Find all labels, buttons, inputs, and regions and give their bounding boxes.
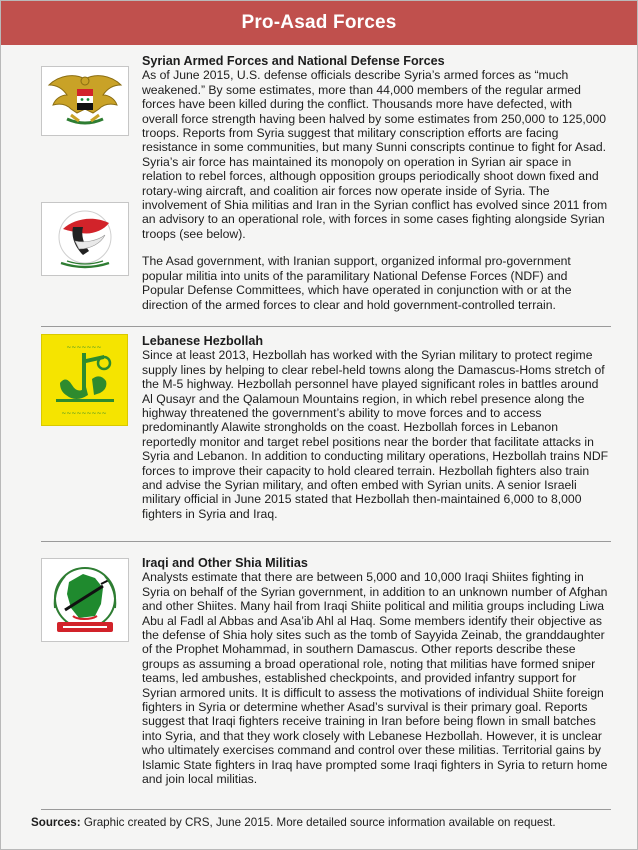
section-hezbollah [41, 334, 611, 534]
svg-text:~~~~~~~: ~~~~~~~ [66, 344, 102, 351]
section-paragraph: As of June 2015, U.S. defense officials describe Syria’s armed forces as “much weakened.” By some estimates, more than 44,000 members of the regular armed forces have been killed during the conflict. Thousands more have defected, with overall force strength having been halved by some estimates from 250,000 to 125,000 troops. Reports from Syria suggest that military conscription efforts are facing resistance in some communities, but many Sunni conscripts continue to fight for Asad. Syria’s air force has maintained its monopoly on operation in Syrian air space in relation to rebel forces, although opposition groups periodically shoot down fixed and rotary-wing aircraft, and coalition air forces now operate inside of Syria. The involvement of Shia militias and Iran in the Syrian conflict has evolved since 2011 from an advisory to an operational role, with forces in some cases fighting alongside Syrian troops (see below). [142, 68, 608, 241]
svg-text:~~~~~~~~~: ~~~~~~~~~ [61, 410, 107, 417]
ndf-emblem-icon [45, 205, 125, 273]
section-paragraph: Analysts estimate that there are between 5,000 and 10,000 Iraqi Shiites fighting in Syria on behalf of the Syrian government, in addition to an unknown number of Afghan and other Shiites. Many hail from Iraqi Shiite political and militia groups including Liwa Abu al Fadl al Abbas and Asa’ib Ahl al Haq. Some members identify their objective as the defense of Shia holy sites such as the tomb of Sayyida Zeinab, the granddaughter of the Prophet Mohammad, in southern Damascus. Other reports describe these groups as assuming a broad operational role, noting that militias have formed sniper teams, led ambushes, established checkpoints, and provided infantry support for Syrian armored units. It is difficult to assess the motivations of individual Shiite foreign fighters in Syria or determine whether Asad’s survival is their primary goal. Reports suggest that Iraqi fighters receive training in Iran before being flown in small batches into Syria, and that they work closely with Lebanese Hezbollah. However, it is unclear who ultimately exercises command and control over these militias. Territorial gains by Islamic State fighters in Iraq have prompted some Iraqi fighters in Syria to return home and join local militias. [142, 570, 608, 787]
section-divider [41, 326, 611, 327]
sources-label: Sources: [31, 816, 81, 829]
section-paragraph: The Asad government, with Iranian support, organized informal pro-government popular militia into units of the paramilitary National Defense Forces (NDF) and Popular Defense Committees, which have operated in conjunction with or at the direction of the armed forces to clear and hold government-controlled terrain. [142, 254, 572, 312]
section-title: Syrian Armed Forces and National Defense Forces [142, 54, 445, 68]
section-divider [41, 541, 611, 542]
syrian-eagle-emblem-icon [45, 69, 125, 133]
section-body [142, 556, 611, 787]
iraqi-militia-logo [41, 558, 129, 642]
page-banner [1, 1, 637, 45]
section-title: Lebanese Hezbollah [142, 334, 264, 348]
section-iraqi-militias [41, 556, 611, 806]
hezbollah-logo [41, 334, 128, 426]
section-syrian-armed-forces [41, 54, 611, 316]
page-title: Pro-Asad Forces [241, 12, 397, 33]
section-body [142, 54, 611, 312]
hezbollah-flag-icon [42, 335, 127, 425]
sources-text: Graphic created by CRS, June 2015. More detailed source information available on request. [80, 816, 556, 829]
sources-footer [31, 816, 617, 829]
ndf-logo [41, 202, 129, 276]
section-paragraph: Since at least 2013, Hezbollah has worked with the Syrian military to protect regime supply lines by helping to clear rebel-held towns along the Damascus-Homs stretch of the M-5 highway. Hezbollah personnel have played significant roles in battles around Al Qusayr and the Qalamoun Mountains region, in which rebel presence along the highway threatened the government’s ability to move forces and to access predominantly Alawite strongholds on the coast. Hezbollah forces in Lebanon reportedly monitor and target rebel positions near the border that facilitate attacks in Syria and Lebanon. In addition to conducting military operations, Hezbollah trains NDF forces to improve their capacity to hold cleared terrain. Hezbollah fighters also train and advise the Syrian military, and often embed with Syrian units. A senior Israeli military official in June 2015 stated that Hezbollah then-maintained 6,000 to 8,000 fighters in Syria and Iraq. [142, 348, 609, 521]
section-divider [41, 809, 611, 810]
syrian-eagle-logo [41, 66, 129, 136]
iraqi-militia-emblem-icon [43, 560, 127, 640]
section-title: Iraqi and Other Shia Militias [142, 556, 308, 570]
section-body [142, 334, 611, 521]
